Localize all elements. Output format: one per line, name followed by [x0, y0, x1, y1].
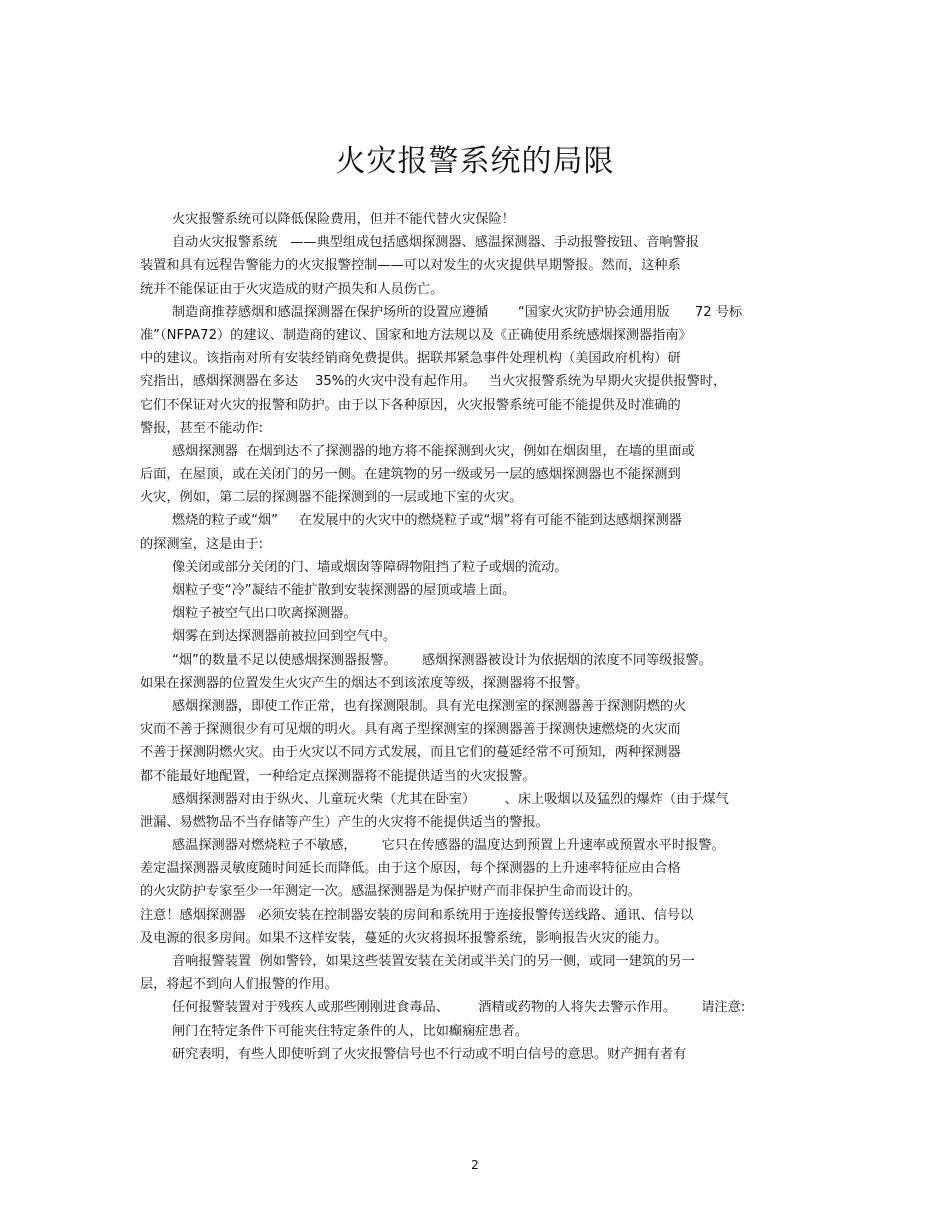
text-line: 任何报警装置对于残疾人或那些刚刚进食毒品、 酒精或药物的人将失去警示作用。 请注意:: [172, 1000, 746, 1016]
text-line: 感烟探测器对由于纵火、儿童玩火柴（尤其在卧室） 、床上吸烟以及猛烈的爆炸（由于煤气: [172, 791, 729, 807]
text-line: 都不能最好地配置，一种给定点探测器将不能提供适当的火灾报警。: [140, 768, 536, 784]
text-line: 中的建议。该指南对所有安装经销商免费提供。据联邦紧急事件处理机构（美国政府机构）研: [140, 351, 681, 367]
text-line: 装置和具有远程告警能力的火灾报警控制——可以对发生的火灾提供早期警报。然而，这种系: [140, 258, 681, 274]
text-line: 它们不保证对火灾的报警和防护。由于以下各种原因，火灾报警系统可能不能提供及时准确的: [140, 397, 681, 413]
text-line: 后面，在屋顶，或在关闭门的另一侧。在建筑物的另一级或另一层的感烟探测器也不能探测到: [140, 467, 681, 483]
text-line: 灾而不善于探测很少有可见烟的明火。具有离子型探测室的探测器善于探测快速燃烧的火灾而: [140, 722, 681, 738]
text-line: 注意！感烟探测器 必须安装在控制器安装的房间和系统用于连接报警传送线路、通讯、信号以: [140, 907, 694, 923]
text-line: 烟粒子被空气出口吹离探测器。: [172, 606, 357, 622]
text-line: 音响报警装置 例如警铃，如果这些装置安装在关闭或半关门的另一侧，或同一建筑的另一: [172, 954, 695, 969]
text-line: 及电源的很多房间。如果不这样安装，蔓延的火灾将损坏报警系统，影响报告火灾的能力。: [140, 930, 668, 946]
text-line: 烟粒子变“冷”凝结不能扩散到安装探测器的屋顶或墙上面。: [172, 583, 516, 598]
text-line: 制造商推荐感烟和感温探测器在保护场所的设置应遵循 “国家火灾防护协会通用版 72 号标: [172, 304, 743, 320]
text-line: 的探测室，这是由于:: [140, 536, 264, 552]
document-body: [140, 208, 820, 1066]
text-line: 感温探测器对燃烧粒子不敏感， 它只在传感器的温度达到预置上升速率或预置水平时报警。: [172, 838, 725, 854]
text-line: 闸门在特定条件下可能夹住特定条件的人，比如癫痫症患者。: [172, 1023, 529, 1039]
page-title: 火灾报警系统的局限: [335, 144, 615, 179]
text-line: 火灾报警系统可以降低保险费用，但并不能代替火灾保险！: [172, 212, 515, 227]
text-line: 火灾，例如，第二层的探测器不能探测到的一层或地下室的火灾。: [140, 490, 523, 506]
text-line: 如果在探测器的位置发生火灾产生的烟达不到该浓度等级，探测器将不报警。: [140, 675, 589, 691]
text-line: 准”（NFPA72）的建议、制造商的建议、国家和地方法规以及《正确使用系统感烟探测器指南》: [140, 327, 692, 343]
text-line: 燃烧的粒子或“烟” 在发展中的火灾中的燃烧粒子或“烟”将有可能不能到达感烟探测器: [172, 513, 682, 529]
text-line: 感烟探测器，即使工作正常，也有探测限制。具有光电探测室的探测器善于探测阴燃的火: [172, 698, 687, 714]
text-line: 感烟探测器 在烟到达不了探测器的地方将不能探测到火灾，例如在烟囱里，在墙的里面或: [172, 443, 695, 459]
text-line: 层，将起不到向人们报警的作用。: [140, 977, 338, 993]
text-line: 泄漏、易燃物品不当存储等产生）产生的火灾将不能提供适当的警报。: [140, 814, 549, 830]
page-number: 2: [471, 1158, 479, 1172]
text-line: 统并不能保证由于火灾造成的财产损失和人员伤亡。: [140, 281, 444, 297]
text-line: “烟”的数量不足以使感烟探测器报警。 感烟探测器被设计为依据烟的浓度不同等级报警。: [172, 652, 712, 668]
text-line: 警报，甚至不能动作:: [140, 420, 264, 436]
text-line: 的火灾防护专家至少一年测定一次。感温探测器是为保护财产而非保护生命而设计的。: [140, 884, 642, 900]
text-line: 自动火灾报警系统 ——典型组成包括感烟探测器、感温探测器、手动报警按钮、音响警报: [172, 235, 699, 251]
text-line: 究指出，感烟探测器在多达 35%的火灾中没有起作用。 当火灾报警系统为早期火灾提供报警时，: [140, 374, 727, 390]
text-line: 差定温探测器灵敏度随时间延长而降低。由于这个原因，每个探测器的上升速率特征应由合格: [140, 861, 681, 877]
text-line: 像关闭或部分关闭的门、墙或烟囱等障碍物阻挡了粒子或烟的流动。: [172, 559, 568, 575]
text-line: 不善于探测阴燃火灾。由于火灾以不同方式发展，而且它们的蔓延经常不可预知，两种探测器: [140, 745, 681, 761]
text-line: 烟雾在到达探测器前被拉回到空气中。: [172, 629, 397, 645]
text-line: 研究表明，有些人即使听到了火灾报警信号也不行动或不明白信号的意思。财产拥有者有: [172, 1046, 687, 1062]
